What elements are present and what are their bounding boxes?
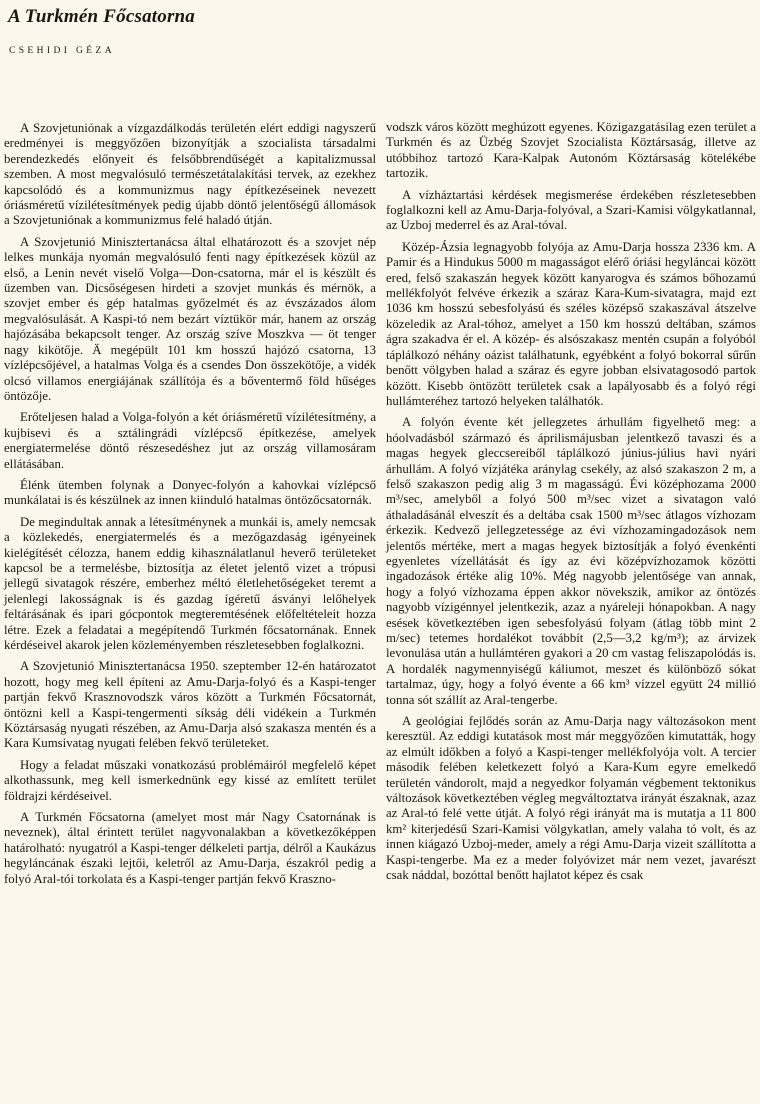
article-title: A Turkmén Főcsatorna: [8, 6, 196, 27]
paragraph: A Szovjetunió Minisztertanácsa által elhatározott és a szovjet nép lelkes munkája nyomán megvalósuló fenti nagy építkezések közül az első, a Lenin nevét viselő Volga—Don-csatorna, már el is készült és üzemben van. Dicsőségesen hirdeti a szovjet munkás és mérnök, a szovjet ember és gép hatalmas győzelmét és az évszázados álom megvalósulását. A Kaspi-tó nem bezárt víztükör már, hanem az ország hajózásába bekapcsolt tenger. Az ország szíve Moszkva — öt tenger nagy kikötője. Ä megépült 101 km hosszú hajózó csatorna, 13 vízlépcsőjével, a hatalmas Volga és a csendes Don összekötője, a vidék olcsó villamos energiájának szállítója és a bőventermő föld hűséges öntözője.: [4, 234, 376, 403]
paragraph: De megindultak annak a létesítménynek a munkái is, amely nemcsak a közlekedés, energiatermelés és a mezőgazdaság igényeinek kielégítését célozza, hanem eddig kihasználatlanul heverő területeket kapcsol be a termelésbe, biztosítja az életet jelentő vizet a trópusi jellegű sivatagok részére, emberhez méltó életlehetőségeket teremt a jelenlegi lakosságnak is és gazdag ígéretű ásványi lelőhelyek feltárásának és ipari gócpontok megteremtésének előfeltételeit hozza létre. Ezek a feladatai a megépítendő Turkmén főcsatornának. Ennek kérdéseivel akarok jelen közleményemben részletesebben foglalkozni.: [4, 514, 376, 652]
paragraph: A geológiai fejlődés során az Amu-Darja nagy változásokon ment keresztül. Az eddigi kutatások most már meggyőzően kimutatták, hogy az elmúlt időkben a folyó a Kaspi-tenger mellékfolyója volt. A tercier második felében keletkezett folyó a Kara-Kum egyre emelkedő területén vándorolt, majd a negyedkor folyamán végbement tektonikus változások következtében végleg megváltoztatva irányát északnak, azaz az Aral-tó felé vette útját. A folyó régi irányát ma is mutatja a 11 800 km² kiterjedésű Szari-Kamisi völgykatlan, amely valaha tó volt, és az innen kiágazó Uzboj-meder, amely a régi Amu-Darja vizeit szállította a Kaspi-tengerbe. Ma ez a meder folyóvizet már nem vezet, javarészt csak náddal, bozóttal benőtt hajlatot képez és csak: [386, 714, 756, 883]
paragraph: Hogy a feladat műszaki vonatkozású problémáiról megfelelő képet alkothassunk, meg kell ismerkednünk egy kissé az említett terület földrajzi kérdéseivel.: [4, 757, 376, 803]
paragraph: A Szovjetuniónak a vízgazdálkodás területén elért eddigi nagyszerű eredményei is meggyőzően bizonyítják a szocialista társadalmi berendezkedés előnyeit és felsőbbrendűségét a kapitalizmussal szemben. A most megvalósuló természetátalakítási tervek, az ezekhez kapcsolódó és a kommunizmus nagy építkezéseinek nevezett óriásméretű vízilétesítmények pedig újabb döntő jelentőségű állomások a Szovjetuniónak a kommunizmus felé haladó útján.: [4, 121, 376, 228]
paragraph: Közép-Ázsia legnagyobb folyója az Amu-Darja hossza 2336 km. A Pamir és a Hindukus 5000 m magasságot elérő óriási hegyláncai között ered, felső szakaszán hegyek között kanyarogva és számos bőhozamú mellékfolyót felvéve érkezik a száraz Kara-Kum-sivatagra, majd ezt 1036 km hosszú sebesfolyású és széles középső szakaszával átszelve közeledik az Aral-tóhoz, amelyet a 150 km hosszú deltában, számos ágra szakadva ér el. A közép- és alsószakasz mentén csupán a folyóból táplálkozó néhány oázist találhatunk, egyébként a folyó bokorral sűrűn benőtt völgyben halad a száraz és egyre jobban elsivatagosodó partok között. Kisebb öntözött területek csak a lapályosabb és a folyó régi hullámteréhez tartozó helyeken találhatók.: [386, 239, 756, 408]
article-author: CSEHIDI GÉZA: [9, 46, 115, 56]
paragraph-continuation: vodszk város között meghúzott egyenes. Közigazgatásilag ezen terület a Turkmén és az Üzbég Szovjet Szocialista Köztársaság, illetve az utóbbihoz tartozó Kara-Kalpak Autonóm Köztársaság kötelékébe tartozik.: [386, 120, 756, 181]
right-column: [386, 120, 756, 890]
paragraph: A folyón évente két jellegzetes árhullám figyelhető meg: a hóolvadásból származó és áprilismájusban jelentkező tavaszi és a magas hegyek gleccsereiből táplálkozó június-július havi nyári árhullám. A folyó vízjátéka aránylag csekély, az alsó szakaszon 2 m, a felső szakaszon pedig alig 3 m magasságú. Évi középhozama 2000 m³/sec, amelyből a folyó 500 m³/sec vizet a sivatagon való áthaladásánál elveszít és a deltába csak 1500 m³/sec átlagos vízhozam érkezik. Kedvező jellegzetessége az évi vízhozamingadozások nem jelentős mértéke, mert a magas hegyek biztosítják a folyó évenkénti egyenletes vízellátását és így az évi középvízhozamok közötti ingadozások értéke alig 10%. Még nagyobb jelentősége van annak, hogy a folyó vízhozama éppen akkor növekszik, amikor az öntözés nagyobb vízigénnyel jelentkezik, azaz a nyáreleji hónapokban. A nagy esések következtében igen sebesfolyású folyam (átlag több mint 2 m/sec) tetemes hordalékot továbbít (2,5—3,2 kg/m³); az árvizek levonulása után a hullámtéren gyakori a 20 cm vastag feliszapolódás is. A hordalék nagymennyiségű káliumot, meszet és különböző sókat tartalmaz, úgy, hogy a folyó évente a 66 km³ vízzel együtt 24 millió tonna sót szállít az Aral-tengerbe.: [386, 415, 756, 707]
paragraph: Erőteljesen halad a Volga-folyón a két óriásméretű vízilétesítmény, a kujbisevi és a sztálingrádi vízlépcső építkezése, amelyek energiatermelése döntő részesedéshez jut az ország villamosáram ellátásában.: [4, 410, 376, 471]
paragraph: A Turkmén Főcsatorna (amelyet most már Nagy Csatornának is neveznek), által érintett terület nagyvonalakban a következőképpen határolható: nyugatról a Kaspi-tenger délkeleti partja, délről a Kaukázus hegyláncának északi lejtői, keletről az Amu-Darja, északról pedig a folyó Aral-tói torkolata és a Kaspi-tenger partján fekvő Kraszno-: [4, 810, 376, 886]
left-column: [4, 121, 376, 893]
paragraph: A vízháztartási kérdések megismerése érdekében részletesebben foglalkozni kell az Amu-Darja-folyóval, a Szari-Kamisi völgykatlannal, az Uzboj mederrel és az Aral-tóval.: [386, 187, 756, 233]
paragraph: Élénk ütemben folynak a Donyec-folyón a kahovkai vízlépcső munkálatai is és készülnek az innen kiinduló hatalmas öntözőcsatornák.: [4, 477, 376, 508]
paragraph: A Szovjetunió Minisztertanácsa 1950. szeptember 12-én határozatot hozott, hogy meg kell építeni az Amu-Darja-folyó és a Kaspi-tenger partján fekvő Krasznovodszk város között a Turkmén Főcsatornát, öntözni kell a Kaspi-tengermenti síkság déli vidékein a Turkmén Köztársaság nyugati részében, az Amu-Darja alsó szakasza mentén és a Kara Kumsivatag nyugati felében fekvő területeket.: [4, 659, 376, 751]
